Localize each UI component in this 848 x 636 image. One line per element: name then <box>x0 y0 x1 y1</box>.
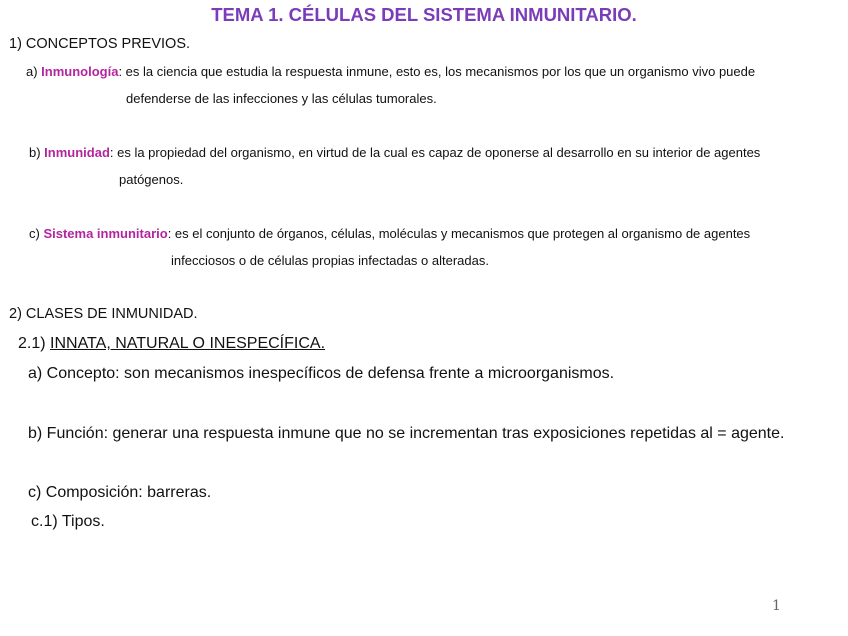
item-prefix: b) <box>29 145 45 160</box>
term-inmunidad: Inmunidad <box>44 145 110 160</box>
definition-continuation: defenderse de las infecciones y las células tumorales. <box>126 91 437 106</box>
subsection-2-1-heading <box>18 335 325 353</box>
subsection-number: 2.1) <box>18 335 51 352</box>
definition-inmunologia <box>26 64 755 79</box>
subsection-title: INNATA, NATURAL O INESPECÍFICA. <box>50 335 326 352</box>
page-title: TEMA 1. CÉLULAS DEL SISTEMA INMUNITARIO. <box>211 4 637 25</box>
definition-text: : es la propiedad del organismo, en virtud de la cual es capaz de oponerse al desarrollo en su interior de agentes <box>109 145 761 160</box>
definition-continuation: patógenos. <box>119 172 184 187</box>
definition-sistema-inmunitario <box>29 226 750 241</box>
definition-text: : es el conjunto de órganos, células, moléculas y mecanismos que protegen al organismo de agentes <box>167 226 751 241</box>
item-prefix: a) <box>26 64 42 79</box>
definition-text: : es la ciencia que estudia la respuesta inmune, esto es, los mecanismos por los que un organismo vivo puede <box>118 64 756 79</box>
section-1-heading: 1) CONCEPTOS PREVIOS. <box>9 36 191 52</box>
definition-continuation: infecciosos o de células propias infectadas o alteradas. <box>171 253 489 268</box>
definition-inmunidad <box>29 145 760 160</box>
section-2-heading: 2) CLASES DE INMUNIDAD. <box>9 306 198 322</box>
term-inmunologia: Inmunología <box>41 64 119 79</box>
subitem-tipos: c.1) Tipos. <box>31 513 105 530</box>
page-number: 1 <box>772 598 781 614</box>
item-funcion: b) Función: generar una respuesta inmune que no se incrementan tras exposiciones repetidas al = agente. <box>28 425 785 442</box>
item-composicion: c) Composición: barreras. <box>28 484 212 501</box>
item-concepto: a) Concepto: son mecanismos inespecíficos de defensa frente a microorganismos. <box>28 365 615 382</box>
term-sistema-inmunitario: Sistema inmunitario <box>43 226 168 241</box>
item-prefix: c) <box>29 226 44 241</box>
